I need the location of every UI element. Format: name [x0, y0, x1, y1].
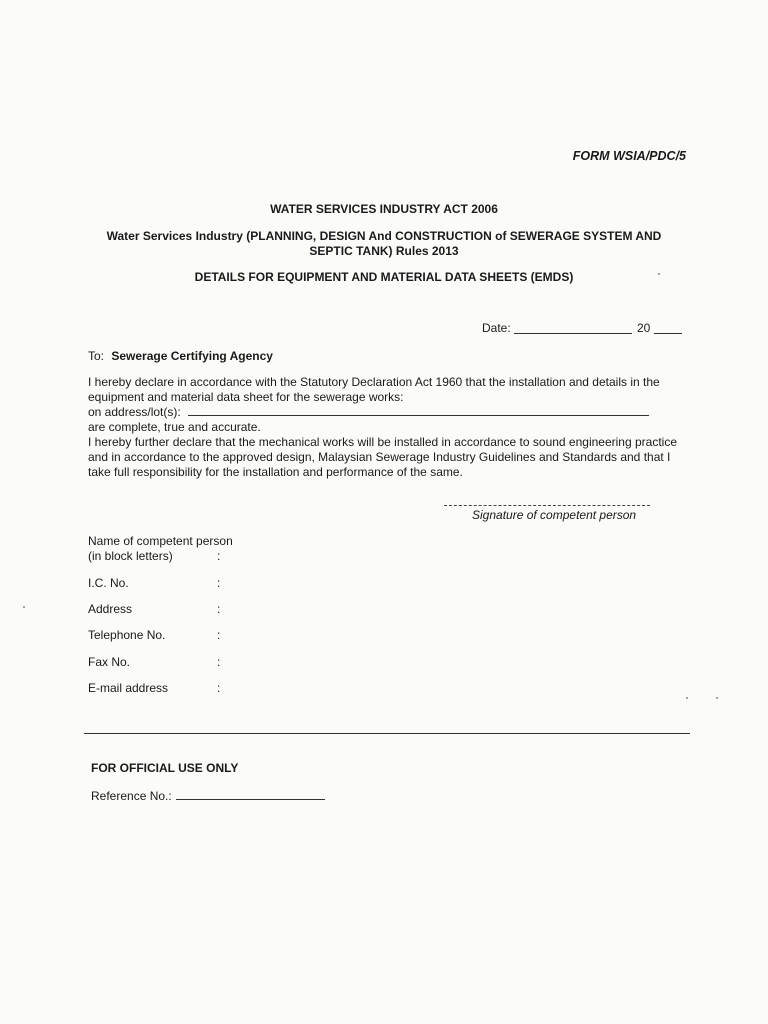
signature-line[interactable]	[444, 505, 650, 506]
declaration-line-6: and in accordance to the approved design, Malaysian Sewerage Industry Guidelines and Standards and that I	[88, 450, 671, 464]
declaration-line-5: I hereby further declare that the mechanical works will be installed in accordance to sound engineering practice	[88, 435, 677, 449]
agency-name: Sewerage Certifying Agency	[111, 349, 273, 363]
address-lot-field-line[interactable]	[188, 415, 649, 416]
name-field-colon: :	[217, 549, 221, 563]
scan-speck	[716, 697, 718, 699]
declaration-line-2: equipment and material data sheet for the sewerage works:	[88, 390, 404, 404]
act-title: WATER SERVICES INDUSTRY ACT 2006	[270, 202, 498, 216]
date-label: Date:	[482, 321, 511, 335]
telephone-colon: :	[217, 628, 221, 642]
date-year-prefix: 20	[637, 321, 651, 335]
form-code: FORM WSIA/PDC/5	[572, 149, 686, 163]
addressee	[88, 349, 273, 363]
fax-label: Fax No.	[88, 655, 131, 669]
ic-number-colon: :	[217, 576, 221, 590]
rules-title-line1: Water Services Industry (PLANNING, DESIGN And CONSTRUCTION of SEWERAGE SYSTEM AND	[106, 229, 662, 243]
declaration-line-4: are complete, true and accurate.	[88, 420, 261, 434]
telephone-label: Telephone No.	[88, 628, 166, 642]
email-colon: :	[217, 681, 221, 695]
official-use-heading: FOR OFFICIAL USE ONLY	[91, 761, 239, 775]
fax-colon: :	[217, 655, 221, 669]
name-label-line1: Name of competent person	[88, 534, 233, 548]
to-label: To:	[88, 349, 105, 363]
document-subject: DETAILS FOR EQUIPMENT AND MATERIAL DATA SHEETS (EMDS)	[194, 270, 574, 284]
email-label: E-mail address	[88, 681, 169, 695]
address-lot-label: on address/lot(s):	[88, 405, 181, 419]
date-year-field-line[interactable]	[654, 333, 682, 334]
address-label: Address	[88, 602, 133, 616]
scan-speck	[658, 273, 660, 275]
declaration-line-1: I hereby declare in accordance with the Statutory Declaration Act 1960 that the installation and details in the	[88, 375, 660, 389]
date-field-line[interactable]	[514, 333, 632, 334]
scan-speck	[686, 697, 688, 699]
signature-caption: Signature of competent person	[472, 508, 637, 522]
ic-number-label: I.C. No.	[88, 576, 129, 590]
reference-number-label: Reference No.:	[91, 789, 172, 803]
declaration-line-7: take full responsibility for the installation and performance of the same.	[88, 465, 463, 479]
scan-speck	[23, 606, 25, 608]
reference-number-field-line[interactable]	[176, 799, 325, 800]
rules-title-line2: SEPTIC TANK) Rules 2013	[309, 244, 459, 258]
name-label-line2: (in block letters)	[88, 549, 173, 563]
address-colon: :	[217, 602, 221, 616]
section-divider	[84, 733, 690, 734]
